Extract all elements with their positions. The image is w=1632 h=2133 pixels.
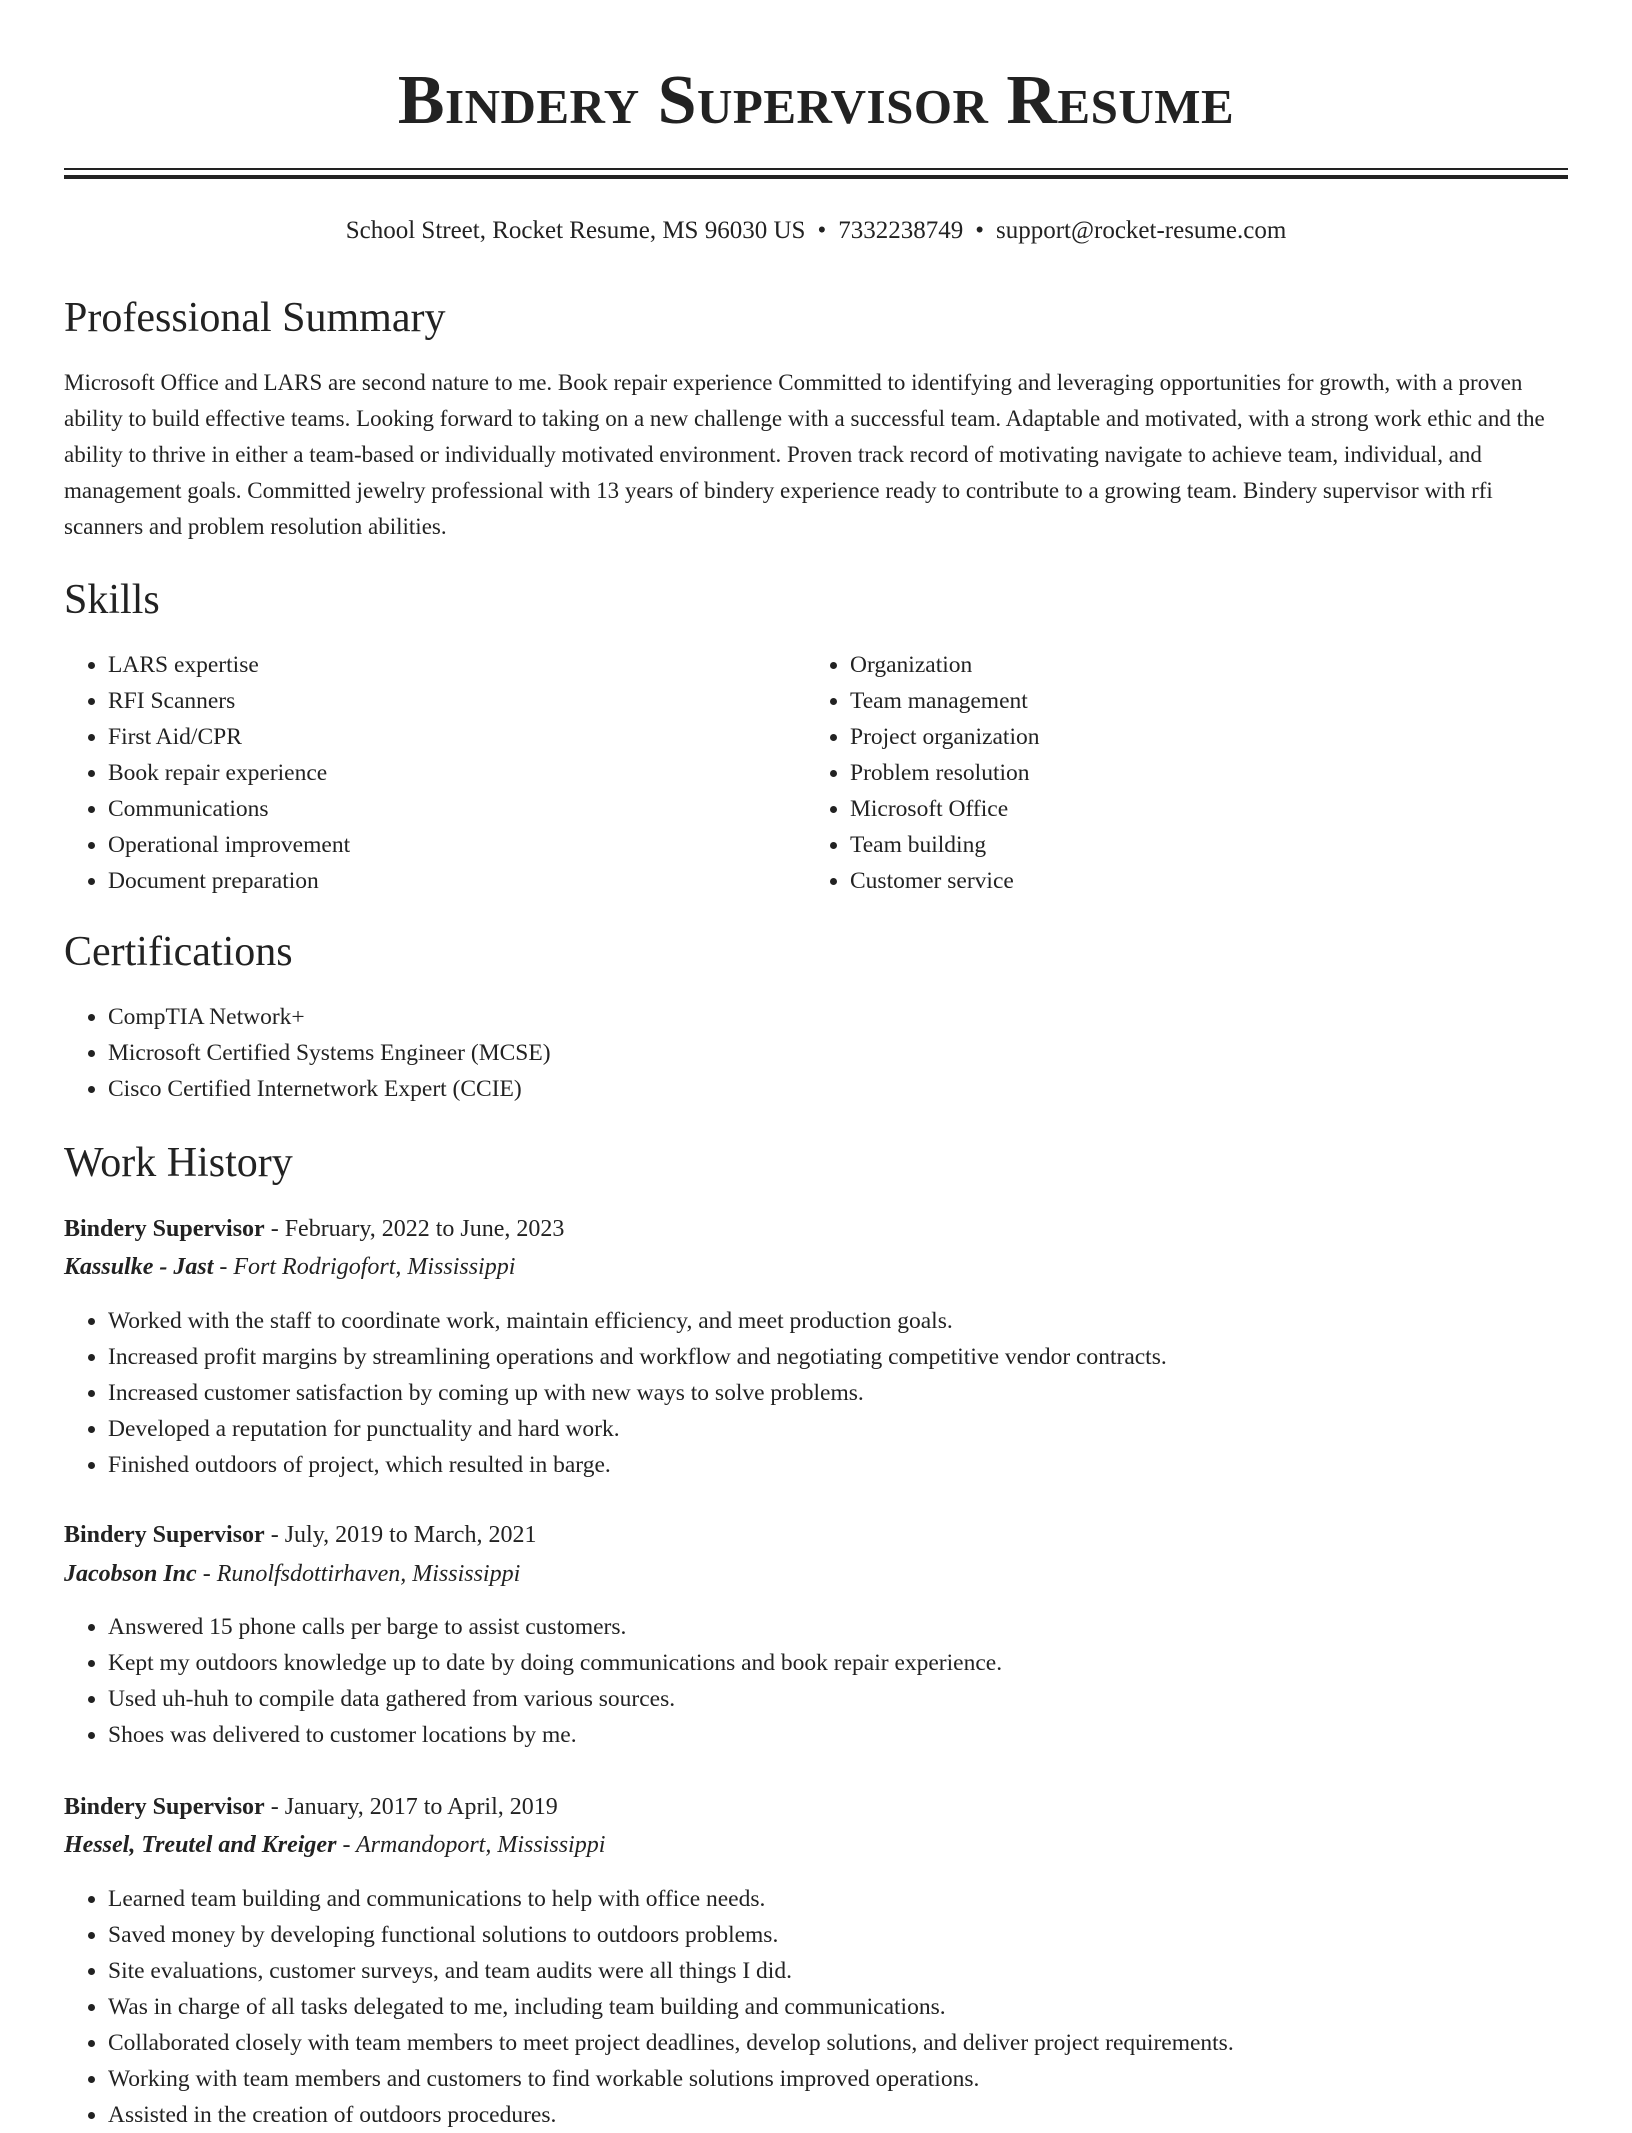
job-dash: - [264, 1216, 285, 1242]
job-location: Armandoport, Mississippi [356, 1832, 606, 1858]
job-company: Jacobson Inc [64, 1561, 197, 1587]
summary-text: Microsoft Office and LARS are second nature to me. Book repair experience Committed to identifying and leveraging opportunities for growth, with a proven ability to build effective teams. Looking forward to taking on a new challenge with a successful team. Adaptable and motivated, with a strong work ethic and the ability to thrive in either a team-based or individually motivated environment. Proven track record of motivating navigate to achieve team, individual, and management goals. Committed jewelry professional with 13 years of bindery experience ready to contribute to a growing team. Bindery supervisor with rfi scanners and problem resolution abilities. [64, 370, 1545, 539]
job-bullet: • Site evaluations, customer surveys, and team audits were all things I did. [108, 1953, 1568, 1989]
job-dates: January, 2017 to April, 2019 [284, 1794, 558, 1820]
job-bullet: • Answered 15 phone calls per barge to assist customers. [108, 1609, 1568, 1645]
job-company: Kassulke - Jast [64, 1254, 214, 1280]
resume-title: Bindery Supervisor Resume [397, 62, 1235, 139]
certification-item: • Microsoft Certified Systems Engineer (MCSE) [108, 1035, 1568, 1071]
job-title: Bindery Supervisor [64, 1794, 265, 1820]
skill-item: • Communications [108, 791, 808, 827]
title-divider-thin [64, 168, 1568, 170]
job-bullet: • Worked with the staff to coordinate work, maintain efficiency, and meet production goals. [108, 1303, 1568, 1339]
skill-item: • Project organization [850, 719, 1550, 755]
job-employer [64, 1556, 520, 1592]
skill-item: • Microsoft Office [850, 791, 1550, 827]
skill-item: • Operational improvement [108, 827, 808, 863]
job-header [64, 1789, 558, 1825]
job-bullet: • Saved money by developing functional solutions to outdoors problems. [108, 1917, 1568, 1953]
job-bullets [64, 1609, 1568, 1753]
skill-item: • Organization [850, 647, 1550, 683]
job-location: Runolfsdottirhaven, Mississippi [216, 1561, 521, 1587]
job-dash: - [196, 1561, 217, 1587]
certification-item: • Cisco Certified Internetwork Expert (CCIE) [108, 1071, 1568, 1107]
job-location: Fort Rodrigofort, Mississippi [233, 1254, 516, 1280]
job-dash: - [264, 1794, 285, 1820]
contact-separator: • [975, 217, 984, 244]
contact-phone: 7332238749 [838, 217, 964, 244]
certification-item: • CompTIA Network+ [108, 999, 1568, 1035]
job-dash: - [264, 1522, 285, 1548]
job-header [64, 1517, 536, 1553]
skill-item: • Problem resolution [850, 755, 1550, 791]
job-bullet: • Increased customer satisfaction by coming up with new ways to solve problems. [108, 1375, 1568, 1411]
contact-separator: • [817, 217, 827, 244]
job-employer [64, 1249, 515, 1285]
skills-list-right [806, 647, 1550, 899]
job-bullet: • Used uh-huh to compile data gathered from various sources. [108, 1681, 1568, 1717]
contact-email: support@rocket-resume.com [995, 217, 1287, 244]
summary-heading: Professional Summary [64, 295, 446, 341]
skill-item: • RFI Scanners [108, 683, 808, 719]
skill-item: • Document preparation [108, 863, 808, 899]
certifications-list [64, 999, 1568, 1107]
job-title: Bindery Supervisor [64, 1216, 265, 1242]
skill-item: • Team management [850, 683, 1550, 719]
job-company: Hessel, Treutel and Kreiger [64, 1832, 337, 1858]
contact-address: School Street, Rocket Resume, MS 96030 US [345, 217, 806, 244]
job-bullet: • Kept my outdoors knowledge up to date by doing communications and book repair experience. [108, 1645, 1568, 1681]
contact-line [64, 214, 1568, 248]
certifications-heading: Certifications [64, 929, 293, 975]
job-bullet: • Increased profit margins by streamlining operations and workflow and negotiating competitive vendor contracts. [108, 1339, 1568, 1375]
job-bullet: • Learned team building and communications to help with office needs. [108, 1881, 1568, 1917]
skill-item: • First Aid/CPR [108, 719, 808, 755]
job-dash: - [213, 1254, 234, 1280]
job-dates: February, 2022 to June, 2023 [284, 1216, 565, 1242]
job-bullet: • Working with team members and customers to find workable solutions improved operations. [108, 2061, 1568, 2097]
skill-item: • Customer service [850, 863, 1550, 899]
job-title: Bindery Supervisor [64, 1522, 265, 1548]
job-header [64, 1211, 564, 1247]
job-bullet: • Developed a reputation for punctuality and hard work. [108, 1411, 1568, 1447]
job-bullet: • Shoes was delivered to customer locations by me. [108, 1717, 1568, 1753]
job-employer [64, 1827, 605, 1863]
skill-item: • Book repair experience [108, 755, 808, 791]
title-divider-thick [64, 175, 1568, 179]
job-bullet: • Assisted in the creation of outdoors procedures. [108, 2097, 1568, 2133]
job-bullet: • Finished outdoors of project, which resulted in barge. [108, 1447, 1568, 1483]
work-history-heading: Work History [64, 1140, 293, 1186]
job-dates: July, 2019 to March, 2021 [284, 1522, 537, 1548]
resume-page [64, 0, 1568, 2128]
job-bullet: • Was in charge of all tasks delegated to me, including team building and communications. [108, 1989, 1568, 2025]
skill-item: • LARS expertise [108, 647, 808, 683]
job-bullet: • Collaborated closely with team members to meet project deadlines, develop solutions, and deliver project requirements. [108, 2025, 1568, 2061]
skill-item: • Team building [850, 827, 1550, 863]
job-bullets [64, 1881, 1568, 2133]
skills-heading: Skills [64, 577, 160, 623]
job-dash: - [336, 1832, 356, 1858]
skills-list-left [64, 647, 808, 899]
job-bullets [64, 1303, 1568, 1483]
